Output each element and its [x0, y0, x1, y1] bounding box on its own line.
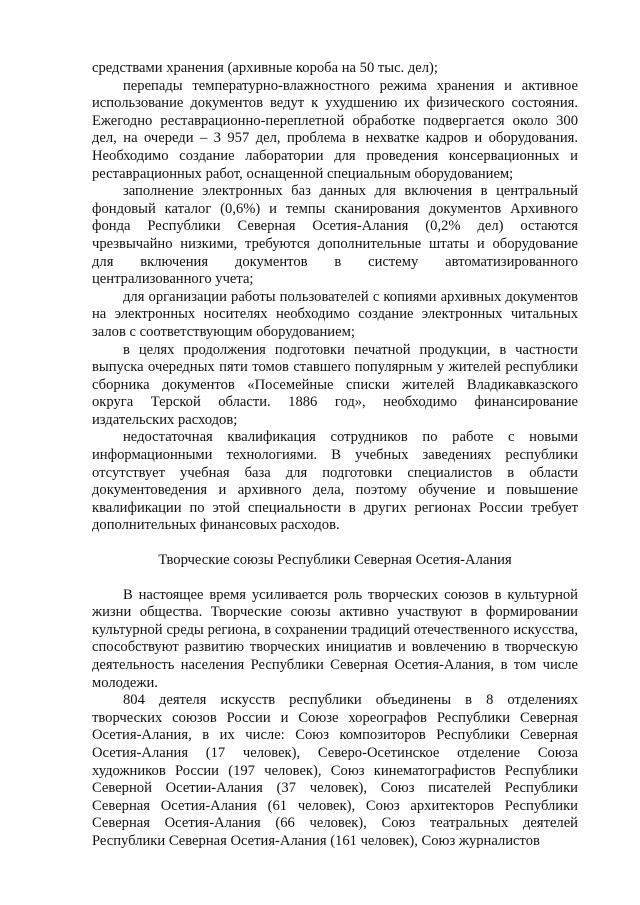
paragraph-temperature-humidity: перепады температурно-влажностного режима хранения и активное использование документов ведут к ухудшению их физического состояния. Ежегодно реставрационно-переплетной обработке подвергается около 300 дел, на очереди – 3 957 дел, проблема в нехватке кадров и оборудования. Необходимо создание лаборатории для проведения консервационных и реставрационных работ, оснащенной специальным оборудованием;	[92, 77, 578, 182]
paragraph-creative-unions-role: В настоящее время усиливается роль творческих союзов в культурной жизни общества. Творческие союзы активно участвуют в формировании культурной среды региона, в сохранении традиций отечественного искусства, способствуют развитию творческих инициатив и вовлечению в творческую деятельность населения Республики Северная Осетия-Алания, в том числе молодежи.	[92, 586, 578, 691]
paragraph-electronic-databases: заполнение электронных баз данных для включения в центральный фондовый каталог (0,6%) и темпы сканирования документов Архивного фонда Республики Северная Осетия-Алания (0,2% дел) остаются чрезвычайно низкими, требуются дополнительные штаты и оборудование для включения документов в систему автоматизированного централизованного учета;	[92, 183, 578, 288]
paragraph-creative-unions-members: 804 деятеля искусств республики объединены в 8 отделениях творческих союзов России и Союзе хореографов Республики Северная Осетия-Алания, в их числе: Союз композиторов Республики Северная Осетия-Алания (17 человек), Северо-Осетинское отделение Союза художников России (197 человек), Союз кинематографистов Республики Северной Осетии-Алания (37 человек), Союз писателей Республики Северная Осетия-Алания (61 человек), Союз архитекторов Республики Северная Осетия-Алания (66 человек), Союз театральных деятелей Республики Северная Осетия-Алания (161 человек), Союз журналистов	[92, 692, 578, 849]
paragraph-staff-qualification: недостаточная квалификация сотрудников по работе с новыми информационными технологиями. В учебных заведениях республики отсутствует учебная база для подготовки специалистов в области документоведения и архивного дела, поэтому обучение и повышение квалификации по этой специальности в других регионах России требует дополнительных финансовых расходов.	[92, 429, 578, 534]
section-heading: Творческие союзы Республики Северная Осетия-Алания	[158, 552, 512, 569]
paragraph-storage-means: средствами хранения (архивные короба на 50 тыс. дел);	[92, 60, 438, 76]
document-page	[92, 60, 578, 851]
paragraph-reading-rooms: для организации работы пользователей с копиями архивных документов на электронных носителях необходимо создание электронных читальных залов с соответствующим оборудованием;	[92, 288, 578, 340]
paragraph-printed-products: в целях продолжения подготовки печатной продукции, в частности выпуска очередных пяти томов ставшего популярным у жителей республики сборника документов «Посемейные списки жителей Владикавказского округа Терской области. 1886 год», необходимо финансирование издательских расходов;	[92, 341, 578, 428]
